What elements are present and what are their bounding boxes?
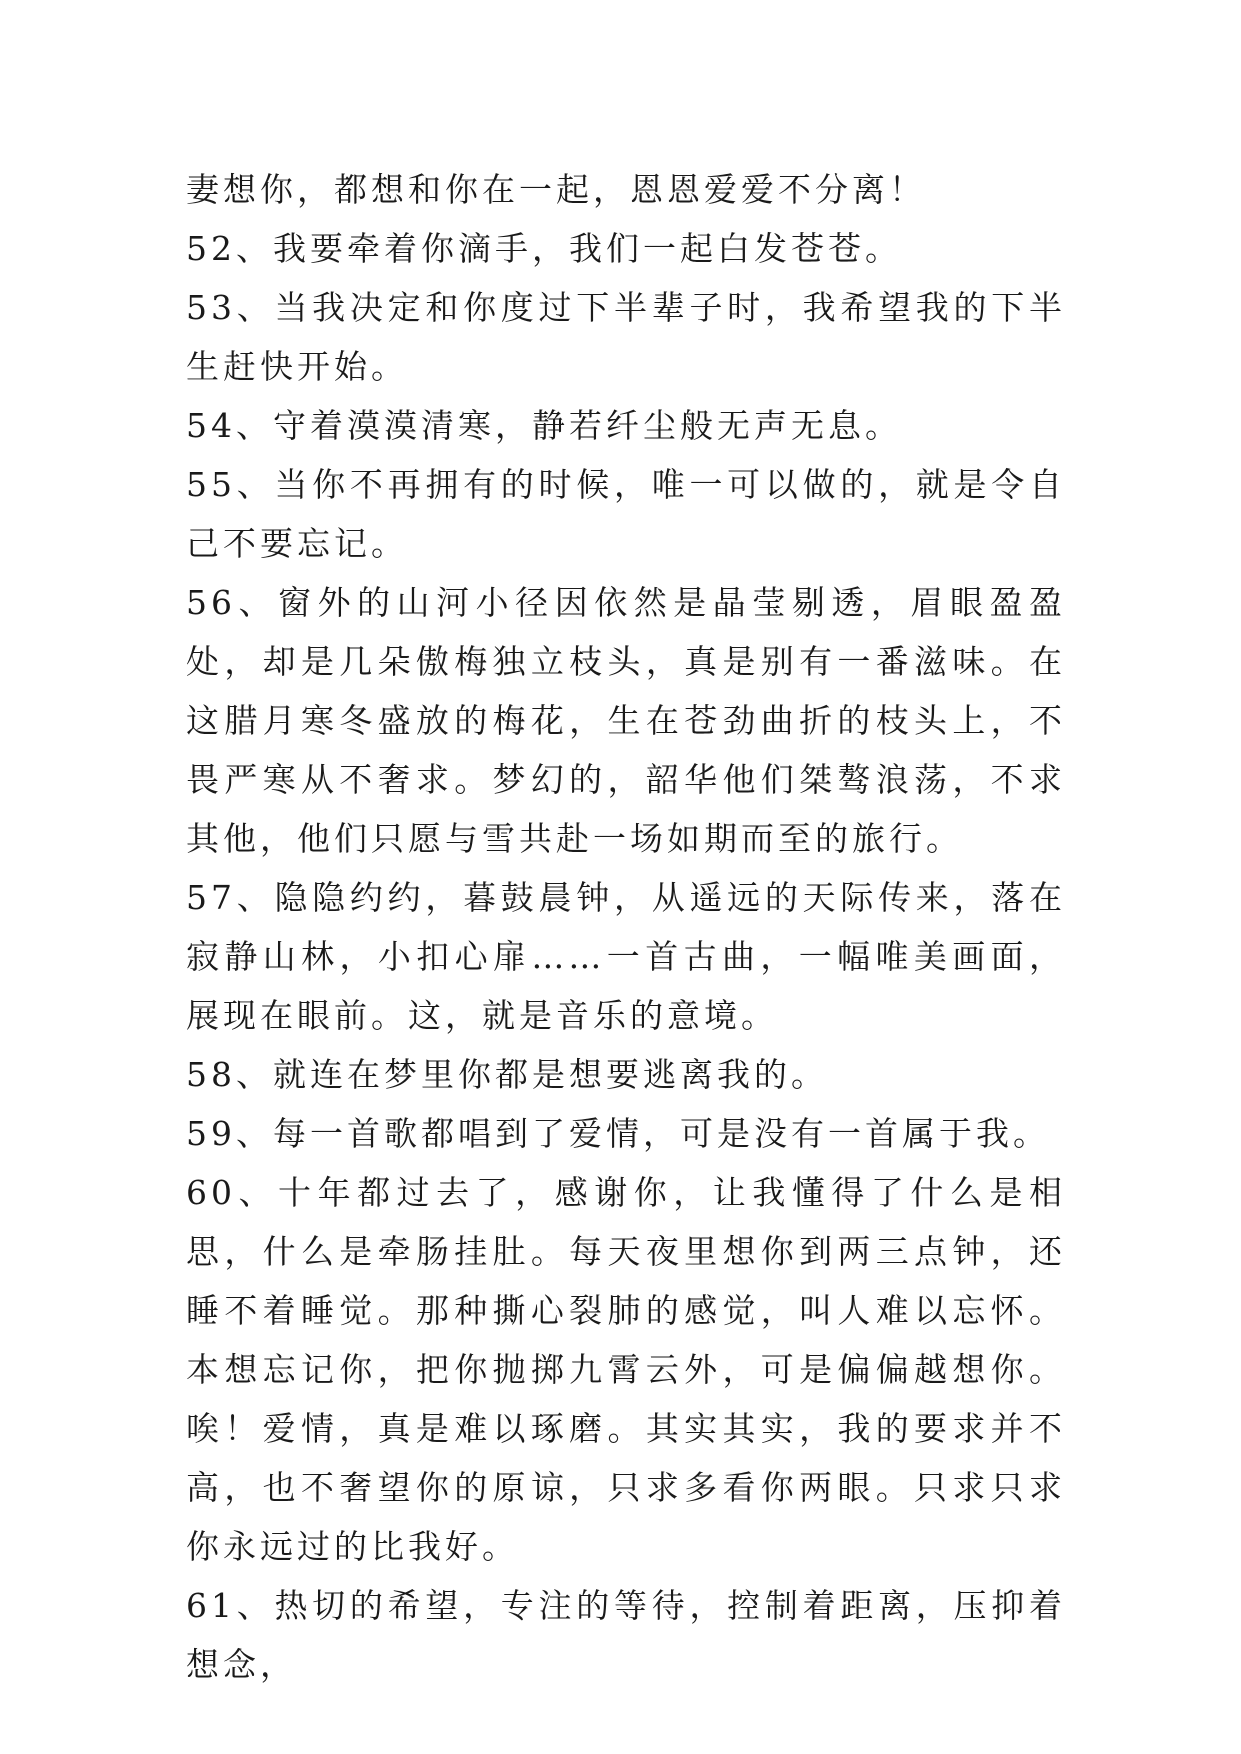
paragraph-54: 54、守着漠漠清寒，静若纤尘般无声无息。: [186, 406, 902, 445]
paragraph-59: 59、每一首歌都唱到了爱情，可是没有一首属于我。: [186, 1114, 1050, 1153]
paragraph-51-continued: 妻想你，都想和你在一起，恩恩爱爱不分离！: [186, 170, 926, 209]
paragraph-52: 52、我要牵着你滴手，我们一起白发苍苍。: [186, 229, 902, 268]
paragraph-57: 57、隐隐约约，暮鼓晨钟，从遥远的天际传来，落在寂静山林，小扣心扉……一首古曲，一幅唯美画面，展现在眼前。这，就是音乐的意境。: [186, 878, 1066, 1035]
paragraph-60: 60、十年都过去了，感谢你，让我懂得了什么是相思，什么是牵肠挂肚。每天夜里想你到两三点钟，还睡不着睡觉。那种撕心裂肺的感觉，叫人难以忘怀。本想忘记你，把你抛掷九霄云外，可是偏偏越想你。唉！爱情，真是难以琢磨。其实其实，我的要求并不高，也不奢望你的原谅，只求多看你两眼。只求只求你永远过的比我好。: [186, 1173, 1066, 1566]
paragraph-56: 56、窗外的山河小径因依然是晶莹剔透，眉眼盈盈处，却是几朵傲梅独立枝头，真是别有一番滋味。在这腊月寒冬盛放的梅花，生在苍劲曲折的枝头上，不畏严寒从不奢求。梦幻的，韶华他们桀骜浪荡，不求其他，他们只愿与雪共赴一场如期而至的旅行。: [186, 583, 1066, 858]
paragraph-53: 53、当我决定和你度过下半辈子时，我希望我的下半生赶快开始。: [186, 288, 1066, 386]
paragraph-58: 58、就连在梦里你都是想要逃离我的。: [186, 1055, 828, 1094]
document-body: [186, 160, 1066, 1694]
paragraph-61: 61、热切的希望，专注的等待，控制着距离，压抑着想念，: [186, 1586, 1066, 1684]
paragraph-55: 55、当你不再拥有的时候，唯一可以做的，就是令自己不要忘记。: [186, 465, 1066, 563]
